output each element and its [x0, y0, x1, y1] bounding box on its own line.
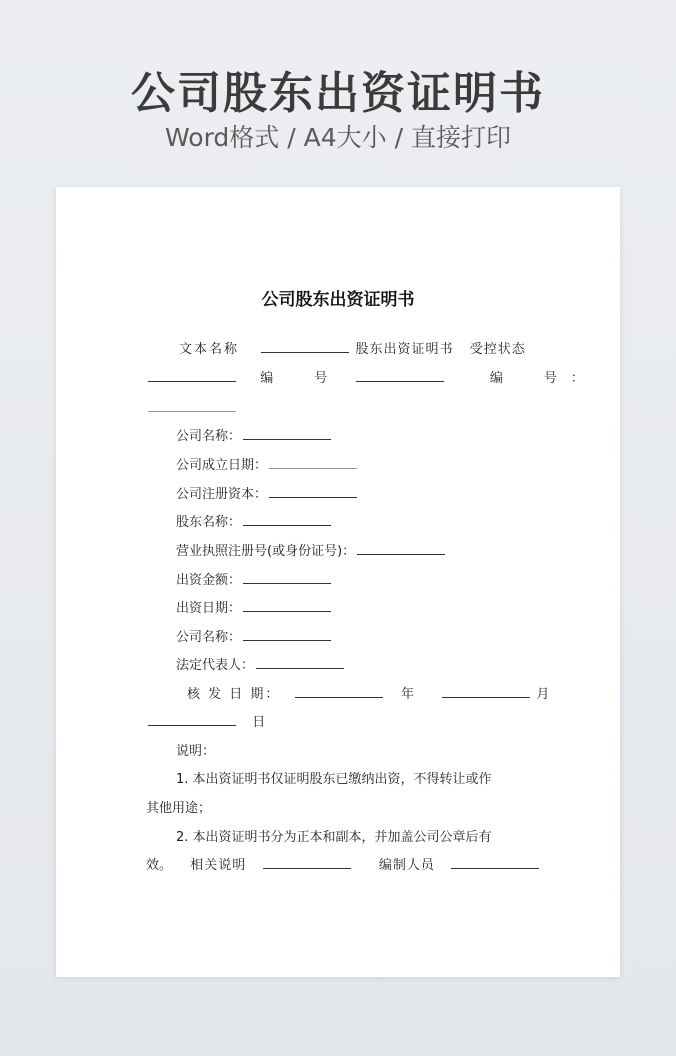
legal-rep-blank[interactable] — [256, 667, 344, 669]
company-name-2-label: 公司名称： — [176, 630, 242, 645]
note-item-2-line-2 — [146, 856, 541, 876]
issue-date-line-2 — [146, 713, 265, 733]
note-item-2-part-1: 2. 本出资证明书分为正本和副本，并加盖公司公章后有 — [176, 830, 492, 845]
company-name-blank[interactable] — [243, 438, 331, 440]
issue-date-label: 核 发 日 期： — [187, 687, 281, 702]
issue-month-blank[interactable] — [442, 696, 530, 698]
legal-rep-label: 法定代表人： — [176, 658, 255, 673]
document-title: 公司股东出资证明书 — [261, 290, 415, 310]
banner-subtitle: Word格式 / A4大小 / 直接打印 — [165, 123, 511, 152]
established-date-label: 公司成立日期： — [176, 458, 268, 473]
banner-title: 公司股东出资证明书 — [131, 68, 545, 119]
note-item-1-part-2: 其他用途； — [146, 801, 212, 816]
contribution-amount-label: 出资金额： — [176, 573, 242, 588]
shareholder-name-label: 股东名称： — [176, 515, 242, 530]
registered-capital-label: 公司注册资本： — [176, 487, 268, 502]
header-line-2 — [146, 369, 598, 389]
note-item-1-part-1: 1. 本出资证明书仅证明股东已缴纳出资，不得转让或作 — [176, 772, 492, 787]
field-company-name — [176, 427, 333, 447]
company-name-label: 公司名称： — [176, 429, 242, 444]
field-company-name-2 — [176, 628, 333, 648]
number-label-2: 编 号： — [489, 371, 598, 386]
field-license-no — [176, 542, 447, 562]
control-status-label: 受控状态 — [469, 342, 526, 357]
text-name-blank[interactable] — [261, 351, 349, 353]
note-item-2-part-2: 效。 — [146, 858, 173, 873]
issue-day-blank[interactable] — [148, 724, 236, 726]
related-blank[interactable] — [263, 867, 351, 869]
number-blank-2[interactable] — [148, 410, 236, 412]
license-no-blank[interactable] — [357, 553, 445, 555]
control-status-blank[interactable] — [148, 380, 236, 382]
license-no-label: 营业执照注册号(或身份证号)： — [176, 544, 356, 559]
preparer-label: 编制人员 — [378, 858, 435, 873]
established-date-blank[interactable] — [269, 467, 357, 469]
contribution-date-blank[interactable] — [243, 610, 331, 612]
number-blank-1[interactable] — [356, 380, 444, 382]
related-label: 相关说明 — [190, 858, 247, 873]
header-line-1 — [179, 340, 526, 360]
issue-date-line — [187, 685, 549, 705]
document-page — [56, 187, 620, 977]
preparer-blank[interactable] — [451, 867, 539, 869]
text-name-value: 股东出资证明书 — [355, 342, 454, 357]
company-name-2-blank[interactable] — [243, 639, 331, 641]
header-line-3 — [146, 399, 238, 419]
number-label-1: 编 号 — [260, 371, 342, 386]
contribution-amount-blank[interactable] — [243, 582, 331, 584]
field-contribution-date — [176, 599, 333, 619]
text-name-label: 文本名称 — [179, 342, 240, 357]
field-registered-capital — [176, 485, 359, 505]
issue-year-blank[interactable] — [295, 696, 383, 698]
field-legal-rep — [176, 656, 346, 676]
field-shareholder-name — [176, 513, 333, 533]
registered-capital-blank[interactable] — [269, 496, 357, 498]
shareholder-name-blank[interactable] — [243, 524, 331, 526]
field-contribution-amount — [176, 571, 333, 591]
notes-heading: 说明： — [176, 744, 216, 759]
issue-month-label: 月 — [536, 687, 550, 702]
field-established-date — [176, 456, 359, 476]
contribution-date-label: 出资日期： — [176, 601, 242, 616]
issue-day-label: 日 — [252, 715, 266, 730]
issue-year-label: 年 — [400, 687, 414, 702]
